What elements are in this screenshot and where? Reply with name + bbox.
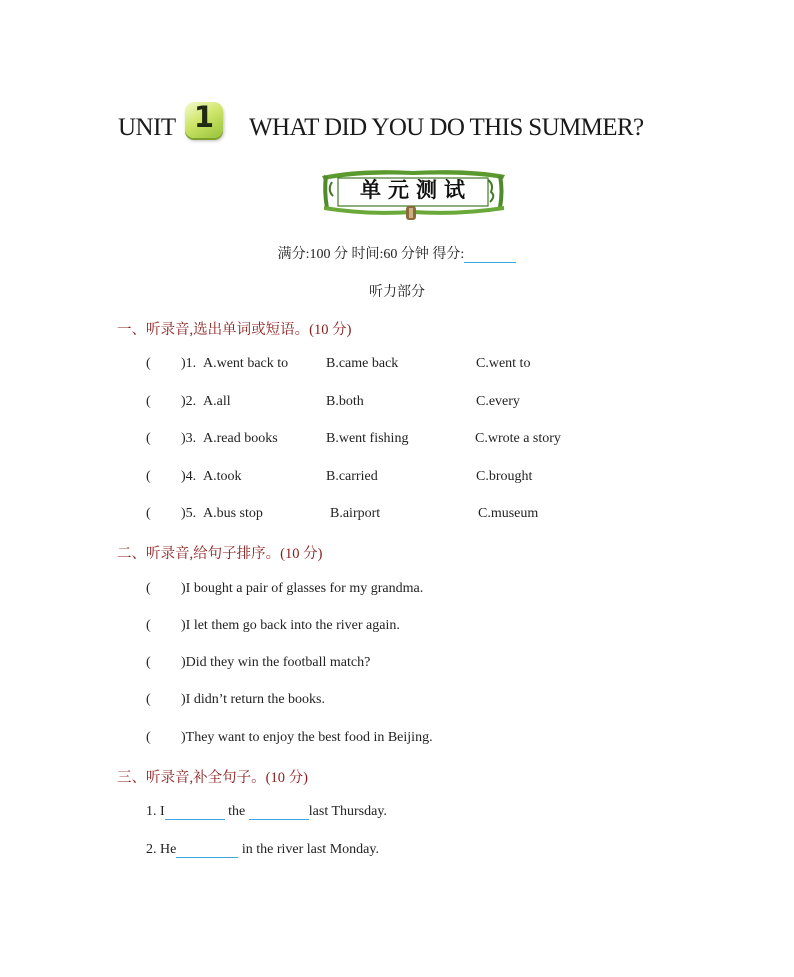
score-text: 满分:100 分 时间:60 分钟 得分: [277,247,465,262]
fill-text: last Thursday. [308,804,387,819]
option-b: B.both [326,394,364,409]
option-a: A.went back to [203,356,289,371]
answer-paren[interactable]: ( [146,356,151,371]
answer-paren[interactable]: ( [146,469,151,484]
fill-text: in the river last Monday. [238,842,379,857]
answer-paren[interactable]: ( [146,394,151,409]
option-c: C.every [476,394,520,409]
section-heading-1: 一、听录音,选出单词或短语。(10 分) [117,322,352,338]
option-a: A.read books [203,431,278,446]
fill-sentence-1 [146,804,387,820]
option-c: C.went to [476,356,531,371]
answer-paren[interactable]: ( [146,581,151,596]
option-a: A.took [203,469,242,484]
order-sentence: )Did they win the football match? [181,655,371,670]
unit-title: WHAT DID YOU DO THIS SUMMER? [249,114,644,141]
score-blank[interactable] [464,248,516,263]
fill-blank[interactable] [176,843,238,858]
option-c: C.brought [476,469,533,484]
fill-blank[interactable] [249,805,309,820]
question-number: )1. [181,356,197,371]
section-heading-2: 二、听录音,给句子排序。(10 分) [117,546,323,562]
section-heading-3: 三、听录音,补全句子。(10 分) [117,770,308,786]
unit-label: UNIT [118,114,176,141]
answer-paren[interactable]: ( [146,730,151,745]
fill-text: 1. I [146,804,165,819]
banner-title: 单元测试 [360,178,472,202]
question-number: )2. [181,394,197,409]
answer-paren[interactable]: ( [146,655,151,670]
option-a: A.all [203,394,231,409]
answer-paren[interactable]: ( [146,692,151,707]
option-c: C.wrote a story [475,431,561,446]
unit-number: 1 [193,100,215,134]
order-sentence: )I let them go back into the river again. [181,618,400,633]
question-number: )5. [181,506,197,521]
question-number: )4. [181,469,197,484]
score-line [0,243,794,263]
order-sentence: )They want to enjoy the best food in Beijing. [181,730,433,745]
part-label: 听力部分 [369,285,425,300]
option-b: B.went fishing [326,431,409,446]
option-b: B.came back [326,356,399,371]
option-c: C.museum [478,506,539,521]
option-b: B.carried [326,469,378,484]
answer-paren[interactable]: ( [146,506,151,521]
answer-paren[interactable]: ( [146,618,151,633]
question-number: )3. [181,431,197,446]
option-b: B.airport [330,506,381,521]
order-sentence: )I didn’t return the books. [181,692,325,707]
unit-number-badge [185,102,223,138]
fill-text: 2. He [146,842,177,857]
fill-sentence-2 [146,842,379,858]
answer-paren[interactable]: ( [146,431,151,446]
order-sentence: )I bought a pair of glasses for my grandma. [181,581,424,596]
option-a: A.bus stop [203,506,263,521]
fill-blank[interactable] [165,805,225,820]
fill-text: the [224,804,249,819]
